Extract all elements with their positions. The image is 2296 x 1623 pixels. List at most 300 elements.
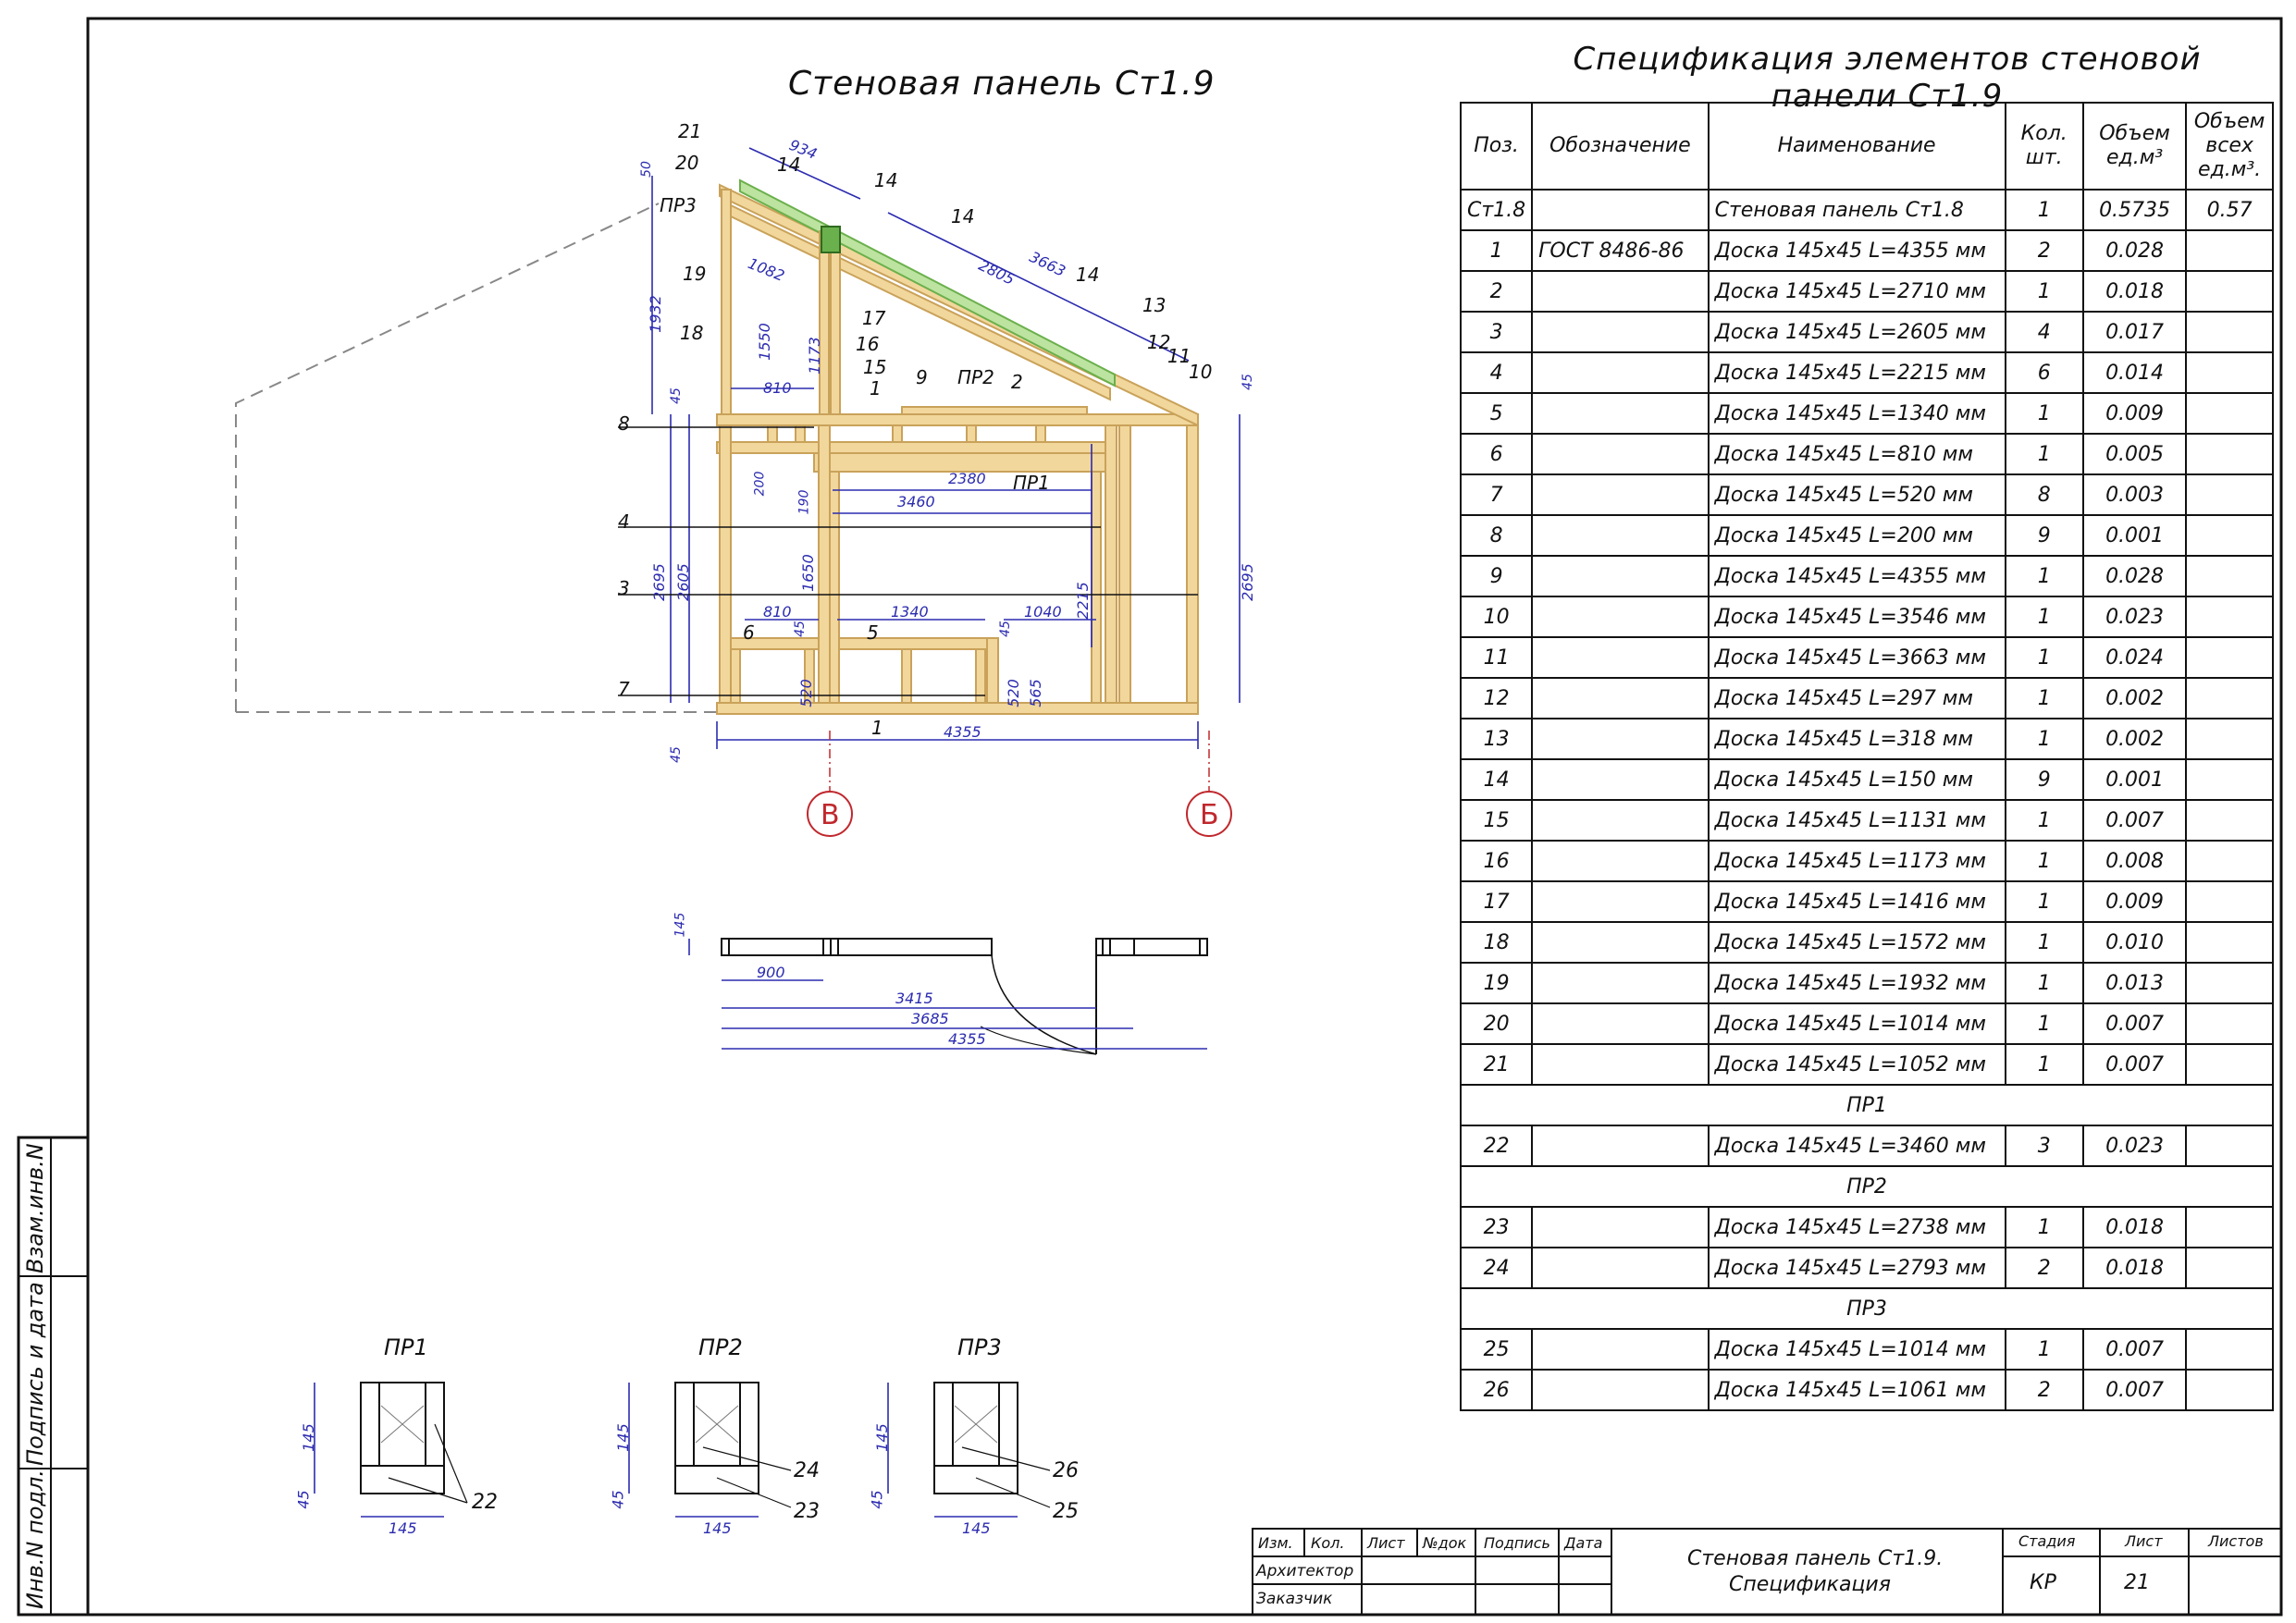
cell-designation (1532, 1044, 1708, 1085)
cell-designation (1532, 963, 1708, 1003)
cell-total (2186, 759, 2273, 800)
dim-label: 145 (703, 1519, 732, 1537)
dim-label: 45 (868, 1490, 886, 1509)
cell-name: Стеновая панель Ст1.8 (1709, 190, 2006, 230)
cell-vol: 0.024 (2083, 637, 2186, 678)
cell-pos: 20 (1461, 1003, 1532, 1044)
position-label: 14 (951, 205, 975, 227)
dim-label: 1550 (755, 323, 773, 361)
position-label: 19 (683, 263, 707, 285)
cell-name: Доска 145х45 L=297 мм (1709, 678, 2006, 719)
cell-qty: 1 (2006, 1003, 2083, 1044)
cell-total (2186, 474, 2273, 515)
cell-qty: 1 (2006, 922, 2083, 963)
table-row (1461, 759, 2273, 800)
cell-pos: 6 (1461, 434, 1532, 474)
table-row (1461, 637, 2273, 678)
cell-qty: 1 (2006, 678, 2083, 719)
table-row (1461, 1329, 2273, 1370)
cell-designation (1532, 922, 1708, 963)
table-row (1461, 474, 2273, 515)
position-label: 13 (1142, 294, 1167, 316)
cell-name: Доска 145х45 L=1014 мм (1709, 1003, 2006, 1044)
wall-panel-elevation (236, 148, 1240, 836)
position-label: 20 (675, 152, 699, 174)
cell-qty: 8 (2006, 474, 2083, 515)
specification-table (1460, 102, 2274, 1411)
dim-label: 190 (796, 489, 812, 515)
cell-vol: 0.014 (2083, 352, 2186, 393)
position-label: 4 (618, 510, 630, 533)
position-label: 10 (1189, 361, 1213, 383)
cell-qty: 1 (2006, 1207, 2083, 1248)
section-title-cell: ПР2 (1461, 1166, 2273, 1207)
cell-pos: 7 (1461, 474, 1532, 515)
table-row (1461, 800, 2273, 841)
position-label: 6 (743, 621, 755, 644)
cell-total (2186, 1003, 2273, 1044)
cell-name: Доска 145х45 L=4355 мм (1709, 556, 2006, 596)
cell-vol: 0.013 (2083, 963, 2186, 1003)
cell-pos: 21 (1461, 1044, 1532, 1085)
cell-name: Доска 145х45 L=2605 мм (1709, 312, 2006, 352)
cell-vol: 0.5735 (2083, 190, 2186, 230)
table-row (1461, 1248, 2273, 1288)
cell-pos: 2 (1461, 271, 1532, 312)
dim-label: 3460 (897, 493, 935, 510)
position-label: 1 (870, 377, 882, 400)
table-row (1461, 841, 2273, 881)
cell-vol: 0.023 (2083, 1125, 2186, 1166)
table-header-row (1461, 103, 2273, 190)
cell-vol: 0.018 (2083, 1248, 2186, 1288)
table-row (1461, 881, 2273, 922)
cell-total (2186, 719, 2273, 759)
cell-designation (1532, 474, 1708, 515)
cell-total (2186, 1329, 2273, 1370)
dim-label: 565 (1026, 679, 1044, 707)
cell-vol: 0.009 (2083, 881, 2186, 922)
cell-designation (1532, 596, 1708, 637)
cell-designation (1532, 637, 1708, 678)
cell-designation (1532, 190, 1708, 230)
section-title: ПР2 (698, 1334, 743, 1360)
cell-designation (1532, 1248, 1708, 1288)
dim-label: 45 (1240, 374, 1255, 390)
section-title: ПР1 (384, 1334, 428, 1360)
cell-vol: 0.018 (2083, 1207, 2186, 1248)
section-title: ПР3 (957, 1334, 1002, 1360)
cell-designation (1532, 352, 1708, 393)
dim-label: 2805 (975, 256, 1018, 289)
dim-label: 145 (872, 1423, 891, 1452)
cell-designation (1532, 719, 1708, 759)
cell-designation (1532, 434, 1708, 474)
table-row (1461, 271, 2273, 312)
cell-qty: 1 (2006, 393, 2083, 434)
cell-designation (1532, 312, 1708, 352)
cell-designation (1532, 515, 1708, 556)
dim-label: 2215 (1073, 582, 1092, 620)
cell-pos: 22 (1461, 1125, 1532, 1166)
position-label: 23 (794, 1500, 820, 1523)
table-row (1461, 434, 2273, 474)
table-row (1461, 678, 2273, 719)
cell-total (2186, 963, 2273, 1003)
cell-qty: 6 (2006, 352, 2083, 393)
header-vol-unit: Объем ед.м³ (2083, 103, 2186, 190)
cell-name: Доска 145х45 L=1061 мм (1709, 1370, 2006, 1410)
tb-stadia-header: Стадия (2018, 1532, 2076, 1550)
position-label: 14 (1076, 264, 1100, 286)
dim-label: 45 (997, 621, 1013, 637)
cell-qty: 1 (2006, 1044, 2083, 1085)
axis-label-right: Б (1200, 799, 1219, 831)
cell-total (2186, 515, 2273, 556)
header-designation: Обозначение (1532, 103, 1708, 190)
cell-vol: 0.018 (2083, 271, 2186, 312)
tb-list: Лист (1367, 1534, 1405, 1552)
table-row (1461, 1003, 2273, 1044)
cell-total (2186, 1125, 2273, 1166)
cell-name: Доска 145х45 L=1173 мм (1709, 841, 2006, 881)
stamp-podpis-data: Подпись и дата (22, 1282, 48, 1466)
dim-label: 1040 (1024, 603, 1062, 621)
position-label: 2 (1011, 371, 1023, 393)
dim-label: 1932 (646, 295, 664, 333)
cell-designation: ГОСТ 8486-86 (1532, 230, 1708, 271)
cell-total (2186, 881, 2273, 922)
cell-total (2186, 1207, 2273, 1248)
cell-designation (1532, 841, 1708, 881)
dim-label: 45 (668, 387, 684, 404)
cell-qty: 1 (2006, 596, 2083, 637)
cell-pos: 5 (1461, 393, 1532, 434)
position-label: 14 (777, 154, 801, 176)
cell-pos: 17 (1461, 881, 1532, 922)
cell-pos: 9 (1461, 556, 1532, 596)
tb-ndok: №док (1423, 1534, 1467, 1552)
position-label: ПР2 (957, 366, 994, 388)
cell-designation (1532, 271, 1708, 312)
tb-name-line1: Стеновая панель Ст1.9. (1687, 1547, 1944, 1570)
cell-name: Доска 145х45 L=1340 мм (1709, 393, 2006, 434)
cell-total: 0.57 (2186, 190, 2273, 230)
position-label: 8 (618, 412, 630, 435)
dim-label: 3415 (895, 990, 933, 1007)
cell-qty: 9 (2006, 515, 2083, 556)
position-label: 14 (874, 169, 898, 191)
cell-name: Доска 145х45 L=1416 мм (1709, 881, 2006, 922)
table-row (1461, 719, 2273, 759)
cell-total (2186, 678, 2273, 719)
cell-designation (1532, 393, 1708, 434)
cell-pos: 14 (1461, 759, 1532, 800)
tb-izm: Изм. (1258, 1534, 1293, 1552)
dim-label: 145 (613, 1423, 632, 1452)
dim-label: 145 (299, 1423, 317, 1452)
position-label: 17 (862, 307, 886, 329)
position-label: 22 (472, 1491, 498, 1514)
table-row (1461, 190, 2273, 230)
cell-total (2186, 312, 2273, 352)
cell-vol: 0.001 (2083, 515, 2186, 556)
position-label: 3 (618, 577, 630, 599)
cell-vol: 0.010 (2083, 922, 2186, 963)
cell-name: Доска 145х45 L=1572 мм (1709, 922, 2006, 963)
dim-label: 200 (752, 471, 768, 497)
table-row (1461, 393, 2273, 434)
cell-pos: Ст1.8 (1461, 190, 1532, 230)
position-label: 18 (680, 322, 704, 344)
cell-total (2186, 556, 2273, 596)
position-label: 24 (794, 1459, 820, 1482)
section-title-cell: ПР3 (1461, 1288, 2273, 1329)
spec-title: Спецификация элементов стеновой панели Ст1.9 (1573, 41, 2202, 115)
cell-pos: 23 (1461, 1207, 1532, 1248)
table-row (1461, 1044, 2273, 1085)
dim-label: 45 (668, 746, 684, 763)
cell-name: Доска 145х45 L=2738 мм (1709, 1207, 2006, 1248)
cell-total (2186, 1044, 2273, 1085)
cell-total (2186, 841, 2273, 881)
cell-name: Доска 145х45 L=2710 мм (1709, 271, 2006, 312)
dim-label: 145 (962, 1519, 991, 1537)
cell-pos: 13 (1461, 719, 1532, 759)
cell-qty: 1 (2006, 271, 2083, 312)
tb-stadia: КР (2030, 1571, 2056, 1594)
position-label: 12 (1147, 331, 1171, 353)
dim-label: 145 (673, 912, 688, 938)
cell-pos: 26 (1461, 1370, 1532, 1410)
cell-name: Доска 145х45 L=2215 мм (1709, 352, 2006, 393)
dim-label: 1340 (891, 603, 929, 621)
tb-zak: Заказчик (1256, 1590, 1333, 1608)
cell-pos: 25 (1461, 1329, 1532, 1370)
cell-qty: 1 (2006, 963, 2083, 1003)
dim-label: 520 (796, 679, 815, 707)
cell-vol: 0.007 (2083, 1003, 2186, 1044)
cell-qty: 1 (2006, 841, 2083, 881)
title-block (1253, 1529, 2281, 1615)
cell-total (2186, 230, 2273, 271)
dim-label: 3685 (911, 1010, 949, 1027)
dim-label: 3663 (1026, 248, 1068, 280)
table-row (1461, 963, 2273, 1003)
cell-qty: 1 (2006, 637, 2083, 678)
cell-pos: 15 (1461, 800, 1532, 841)
cell-qty: 1 (2006, 434, 2083, 474)
table-row (1461, 230, 2273, 271)
cell-vol: 0.007 (2083, 1044, 2186, 1085)
cell-total (2186, 596, 2273, 637)
header-vol-all: Объем всех ед.м³. (2186, 103, 2273, 190)
cell-vol: 0.023 (2083, 596, 2186, 637)
cell-total (2186, 922, 2273, 963)
cell-designation (1532, 800, 1708, 841)
cell-pos: 11 (1461, 637, 1532, 678)
table-row (1461, 1370, 2273, 1410)
cell-pos: 19 (1461, 963, 1532, 1003)
cell-total (2186, 1370, 2273, 1410)
cell-designation (1532, 556, 1708, 596)
dim-label: 934 (786, 135, 820, 164)
table-row (1461, 596, 2273, 637)
cell-name: Доска 145х45 L=3546 мм (1709, 596, 2006, 637)
cell-name: Доска 145х45 L=1932 мм (1709, 963, 2006, 1003)
cell-vol: 0.007 (2083, 1329, 2186, 1370)
spec-body (1461, 190, 2273, 1410)
cell-vol: 0.005 (2083, 434, 2186, 474)
cell-total (2186, 800, 2273, 841)
position-label: 25 (1053, 1500, 1079, 1523)
stamp-vzam: Взам.инв.N (22, 1143, 48, 1273)
cell-pos: 24 (1461, 1248, 1532, 1288)
cell-total (2186, 1248, 2273, 1288)
table-row (1461, 556, 2273, 596)
cell-qty: 3 (2006, 1125, 2083, 1166)
dim-label: 4355 (944, 723, 981, 741)
dim-label: 2695 (649, 563, 668, 601)
cell-designation (1532, 759, 1708, 800)
section-views (315, 1383, 1050, 1517)
cell-designation (1532, 1329, 1708, 1370)
cell-name: Доска 145х45 L=1014 мм (1709, 1329, 2006, 1370)
table-row (1461, 312, 2273, 352)
cell-name: Доска 145х45 L=4355 мм (1709, 230, 2006, 271)
cell-vol: 0.003 (2083, 474, 2186, 515)
position-label: 11 (1167, 345, 1191, 367)
cell-pos: 16 (1461, 841, 1532, 881)
header-pos: Поз. (1461, 103, 1532, 190)
position-label: 16 (856, 333, 880, 355)
cell-name: Доска 145х45 L=1131 мм (1709, 800, 2006, 841)
cell-qty: 2 (2006, 1248, 2083, 1288)
cell-total (2186, 637, 2273, 678)
cell-pos: 10 (1461, 596, 1532, 637)
position-label: ПР3 (660, 194, 697, 216)
position-label: 5 (867, 621, 879, 644)
cell-qty: 1 (2006, 800, 2083, 841)
cell-vol: 0.028 (2083, 230, 2186, 271)
cell-designation (1532, 881, 1708, 922)
dim-label: 810 (763, 379, 792, 397)
dim-label: 4355 (948, 1030, 986, 1048)
cell-vol: 0.002 (2083, 678, 2186, 719)
cell-designation (1532, 1370, 1708, 1410)
dim-label: 1650 (798, 554, 817, 592)
section-row (1461, 1288, 2273, 1329)
cell-vol: 0.008 (2083, 841, 2186, 881)
cell-qty: 1 (2006, 881, 2083, 922)
cell-designation (1532, 1125, 1708, 1166)
dim-label: 1173 (805, 337, 823, 375)
dim-label: 2380 (948, 470, 986, 487)
cell-name: Доска 145х45 L=3460 мм (1709, 1125, 2006, 1166)
position-label: 26 (1053, 1459, 1079, 1482)
dim-label: 50 (638, 161, 654, 178)
axis-label-left: В (821, 799, 840, 831)
cell-total (2186, 352, 2273, 393)
header-name: Наименование (1709, 103, 2006, 190)
section-row (1461, 1166, 2273, 1207)
cell-vol: 0.007 (2083, 800, 2186, 841)
table-row (1461, 1125, 2273, 1166)
cell-qty: 1 (2006, 1329, 2083, 1370)
dim-label: 900 (757, 964, 785, 981)
cell-vol: 0.028 (2083, 556, 2186, 596)
cell-designation (1532, 1207, 1708, 1248)
tb-kol: Кол. (1311, 1534, 1345, 1552)
tb-name-line2: Спецификация (1729, 1573, 1891, 1596)
position-label: 1 (871, 717, 883, 739)
header-qty: Кол. шт. (2006, 103, 2083, 190)
position-label: 9 (916, 366, 928, 388)
dim-label: 145 (389, 1519, 417, 1537)
cell-name: Доска 145х45 L=318 мм (1709, 719, 2006, 759)
stamp-inv: Инв.N подл. (22, 1469, 48, 1609)
cell-name: Доска 145х45 L=810 мм (1709, 434, 2006, 474)
cell-total (2186, 393, 2273, 434)
tb-data: Дата (1564, 1534, 1603, 1552)
cell-name: Доска 145х45 L=520 мм (1709, 474, 2006, 515)
dim-label: 520 (1004, 679, 1022, 707)
cell-qty: 9 (2006, 759, 2083, 800)
cell-vol: 0.002 (2083, 719, 2186, 759)
cell-qty: 2 (2006, 1370, 2083, 1410)
tb-list-header: Лист (2125, 1532, 2163, 1550)
cell-vol: 0.017 (2083, 312, 2186, 352)
dim-label: 2605 (673, 563, 692, 601)
section-row (1461, 1085, 2273, 1125)
cell-pos: 12 (1461, 678, 1532, 719)
cell-pos: 18 (1461, 922, 1532, 963)
cell-designation (1532, 678, 1708, 719)
dim-label: 45 (609, 1490, 627, 1509)
tb-podpis: Подпись (1484, 1534, 1550, 1552)
cell-name: Доска 145х45 L=2793 мм (1709, 1248, 2006, 1288)
dim-label: 45 (294, 1490, 313, 1509)
table-row (1461, 1207, 2273, 1248)
cell-qty: 2 (2006, 230, 2083, 271)
table-row (1461, 352, 2273, 393)
position-label: 15 (863, 356, 887, 378)
tb-listov-header: Листов (2208, 1532, 2264, 1550)
table-row (1461, 515, 2273, 556)
tb-arch: Архитектор (1256, 1562, 1354, 1580)
dim-label: 1082 (745, 254, 787, 285)
cell-total (2186, 434, 2273, 474)
cell-pos: 8 (1461, 515, 1532, 556)
dim-label: 45 (792, 621, 808, 637)
cell-designation (1532, 1003, 1708, 1044)
position-label: 21 (678, 120, 702, 142)
cell-qty: 1 (2006, 556, 2083, 596)
dim-label: 2695 (1238, 563, 1256, 601)
position-label: 7 (618, 678, 630, 700)
cell-qty: 4 (2006, 312, 2083, 352)
position-label: ПР1 (1013, 472, 1050, 494)
cell-total (2186, 271, 2273, 312)
cell-name: Доска 145х45 L=200 мм (1709, 515, 2006, 556)
cell-qty: 1 (2006, 190, 2083, 230)
cell-vol: 0.009 (2083, 393, 2186, 434)
dim-label: 810 (763, 603, 792, 621)
cell-name: Доска 145х45 L=150 мм (1709, 759, 2006, 800)
cell-pos: 1 (1461, 230, 1532, 271)
cell-qty: 1 (2006, 719, 2083, 759)
drawing-title: Стеновая панель Ст1.9 (788, 65, 1216, 103)
